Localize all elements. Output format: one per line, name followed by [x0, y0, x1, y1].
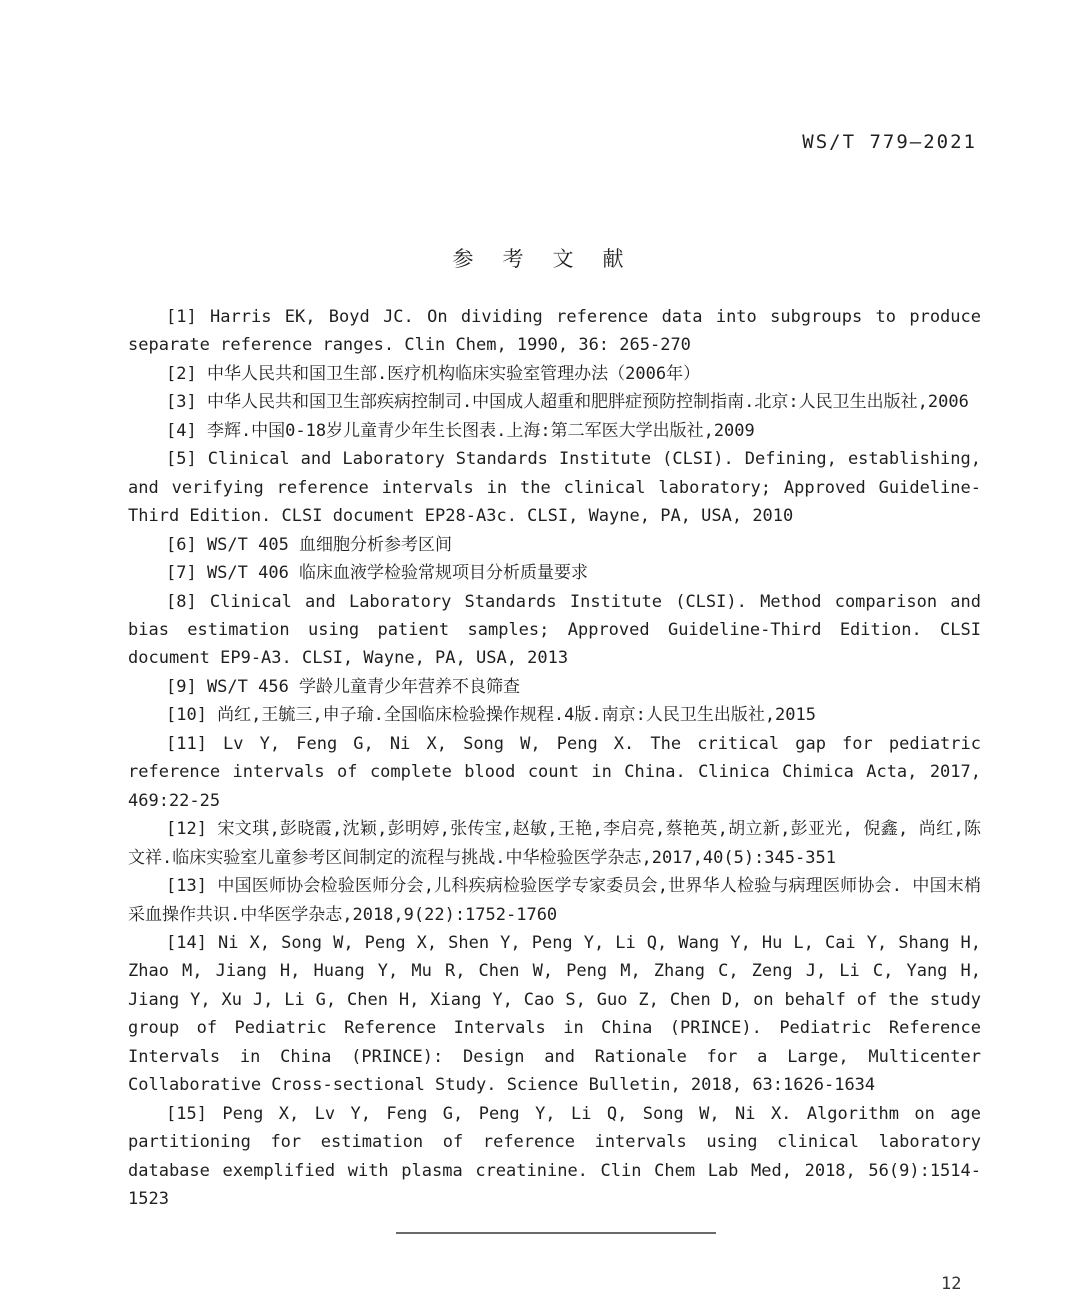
- reference-item: [15] Peng X, Lv Y, Feng G, Peng Y, Li Q, Song W, Ni X. Algorithm on age partitioning for estimation of reference intervals using clinical laboratory database exemplified with plasma creatinine. Clin Chem Lab Med, 2018, 56(9):1514-1523: [128, 1103, 981, 1210]
- reference-item: [5] Clinical and Laboratory Standards Institute (CLSI). Defining, establishing, and verifying reference intervals in the clinical laboratory; Approved Guideline-Third Edition. CLSI document EP28-A3c. CLSI, Wayne, PA, USA, 2010: [128, 449, 981, 527]
- reference-item: [7] WS/T 406 临床血液学检验常规项目分析质量要求: [166, 563, 589, 584]
- reference-item: [3] 中华人民共和国卫生部疾病控制司.中国成人超重和肥胖症预防控制指南.北京:人民卫生出版社,2006: [166, 392, 969, 413]
- reference-item: [8] Clinical and Laboratory Standards Institute (CLSI). Method comparison and bias estimation using patient samples; Approved Guideline-Third Edition. CLSI document EP9-A3. CLSI, Wayne, PA, USA, 2013: [128, 591, 981, 669]
- reference-item: [9] WS/T 456 学龄儿童青少年营养不良筛查: [166, 676, 521, 697]
- reference-item: [11] Lv Y, Feng G, Ni X, Song W, Peng X. The critical gap for pediatric reference intervals of complete blood count in China. Clinica Chimica Acta, 2017, 469:22-25: [128, 733, 981, 811]
- page-number: 12: [941, 1274, 962, 1294]
- reference-item: [4] 李辉.中国0-18岁儿童青少年生长图表.上海:第二军医大学出版社,2009: [166, 420, 755, 441]
- reference-item: [14] Ni X, Song W, Peng X, Shen Y, Peng Y, Li Q, Wang Y, Hu L, Cai Y, Shang H, Zhao M, Jiang H, Huang Y, Mu R, Chen W, Peng M, Zhang C, Zeng J, Li C, Yang H, Jiang Y, Xu J, Li G, Chen H, Xiang Y, Cao S, Guo Z, Chen D, on behalf of the study group of Pediatric Reference Intervals in China (PRINCE). Pediatric Reference Intervals in China (PRINCE): Design and Rationale for a Large, Multicenter Collaborative Cross-sectional Study. Science Bulletin, 2018, 63:1626-1634: [128, 932, 981, 1096]
- references-list: [128, 303, 981, 1214]
- references-section-title: 参 考 文 献: [452, 247, 628, 271]
- footer-rule: [396, 1232, 716, 1234]
- standard-number-header: WS/T 779—2021: [802, 131, 977, 153]
- reference-item: [12] 宋文琪,彭晓霞,沈颖,彭明婷,张传宝,赵敏,王艳,李启亮,蔡艳英,胡立新,彭亚光, 倪鑫, 尚红,陈文祥.临床实验室儿童参考区间制定的流程与挑战.中华检验医学杂志,2017,40(5):345-351: [128, 819, 981, 868]
- reference-item: [13] 中国医师协会检验医师分会,儿科疾病检验医学专家委员会,世界华人检验与病理医师协会. 中国末梢采血操作共识.中华医学杂志,2018,9(22):1752-1760: [128, 876, 981, 925]
- reference-item: [1] Harris EK, Boyd JC. On dividing reference data into subgroups to produce separate reference ranges. Clin Chem, 1990, 36: 265-270: [128, 307, 981, 356]
- reference-item: [6] WS/T 405 血细胞分析参考区间: [166, 534, 453, 555]
- reference-item: [2] 中华人民共和国卫生部.医疗机构临床实验室管理办法（2006年）: [166, 363, 701, 384]
- reference-item: [10] 尚红,王毓三,申子瑜.全国临床检验操作规程.4版.南京:人民卫生出版社,2015: [166, 705, 816, 726]
